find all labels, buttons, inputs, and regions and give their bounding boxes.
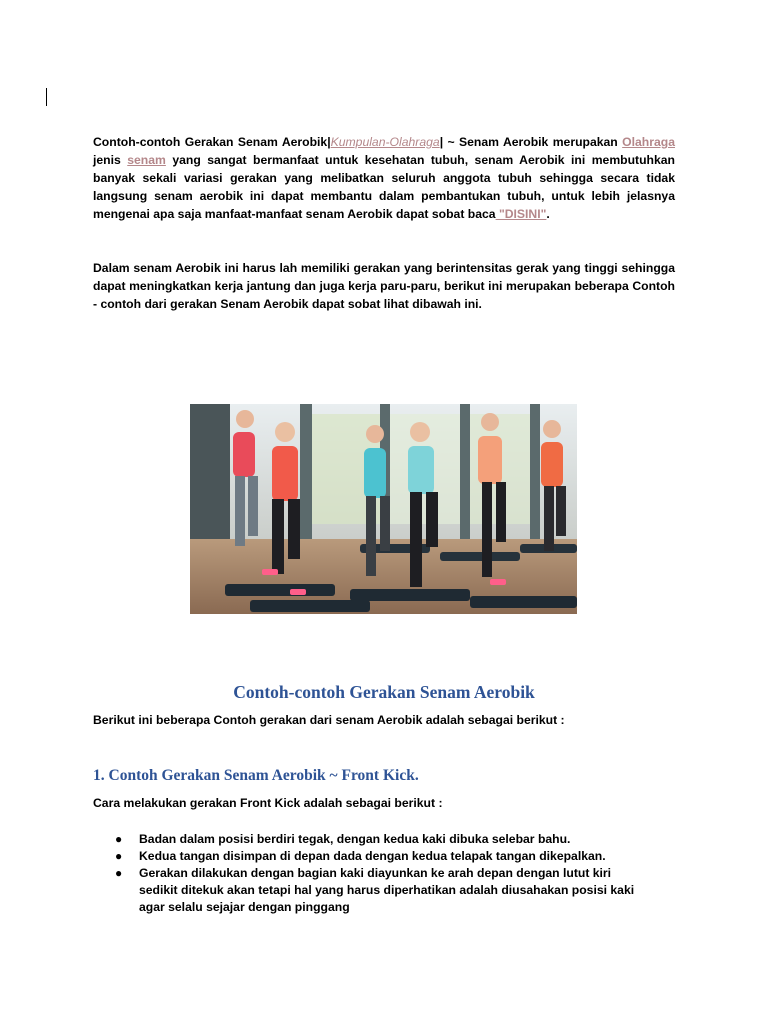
section-heading: Contoh-contoh Gerakan Senam Aerobik bbox=[233, 682, 535, 702]
link-olahraga[interactable]: Olahraga bbox=[622, 135, 675, 149]
paragraph-2-bold: Contoh - contoh dari gerakan Senam Aerobik bbox=[93, 279, 675, 311]
paragraph-1 bbox=[93, 133, 675, 223]
bullet-icon: ● bbox=[115, 849, 123, 863]
text-jenis: jenis bbox=[93, 153, 128, 167]
front-kick-intro: Cara melakukan gerakan Front Kick adalah sebagai berikut : bbox=[93, 796, 443, 810]
list-item bbox=[93, 848, 653, 865]
subsection-heading-front-kick: 1. Contoh Gerakan Senam Aerobik ~ Front Kick. bbox=[93, 767, 419, 784]
paragraph-2 bbox=[93, 259, 675, 313]
link-disini[interactable]: "DISINI" bbox=[495, 207, 547, 221]
aerobic-class-illustration bbox=[190, 404, 577, 614]
bullet-icon: ● bbox=[115, 832, 123, 846]
list-item bbox=[93, 831, 653, 848]
link-senam[interactable]: senam bbox=[127, 153, 166, 167]
list-item bbox=[93, 865, 653, 916]
step-text: Badan dalam posisi berdiri tegak, dengan kedua kaki dibuka selebar bahu. bbox=[139, 832, 571, 846]
paragraph-1-text: yang sangat bermanfaat untuk kesehatan tubuh, senam Aerobik ini membutuhkan banyak sekali variasi gerakan yang melibatkan seluruh anggota tubuh sehingga secara tidak langsung senam aerobik ini dapat membantu dalam pembantukan tubuh, untuk lebih jelasnya mengenai apa saja manfaat-manfaat senam Aerobik dapat sobat baca bbox=[93, 153, 675, 221]
link-kumpulan-olahraga[interactable]: Kumpulan-Olahraga bbox=[330, 135, 440, 149]
paragraph-2-end: dapat sobat lihat dibawah ini. bbox=[308, 297, 482, 311]
text-cursor bbox=[46, 88, 47, 106]
bullet-icon: ● bbox=[115, 866, 123, 880]
front-kick-steps bbox=[93, 831, 653, 916]
aerobic-class-image bbox=[190, 404, 577, 614]
step-text: Kedua tangan disimpan di depan dada dengan kedua telapak tangan dikepalkan. bbox=[139, 849, 606, 863]
lead-text: Contoh-contoh Gerakan Senam Aerobik| bbox=[93, 135, 331, 149]
step-text: Gerakan dilakukan dengan bagian kaki diayunkan ke arah depan dengan lutut kiri sedikit ditekuk akan tetapi hal yang harus diperhatikan adalah diusahakan posisi kaki agar selalu sejajar dengan pinggang bbox=[139, 866, 635, 914]
separator-text: | ~ Senam Aerobik merupakan bbox=[439, 135, 623, 149]
period: . bbox=[546, 207, 550, 221]
section-intro: Berikut ini beberapa Contoh gerakan dari senam Aerobik adalah sebagai berikut : bbox=[93, 713, 565, 727]
paragraph-2-text: Dalam senam Aerobik ini harus lah memiliki gerakan yang berintensitas gerak yang tinggi sehingga dapat meningkatkan kerja jantung dan juga kerja paru-paru, berikut ini merupakan beberapa bbox=[93, 261, 675, 293]
